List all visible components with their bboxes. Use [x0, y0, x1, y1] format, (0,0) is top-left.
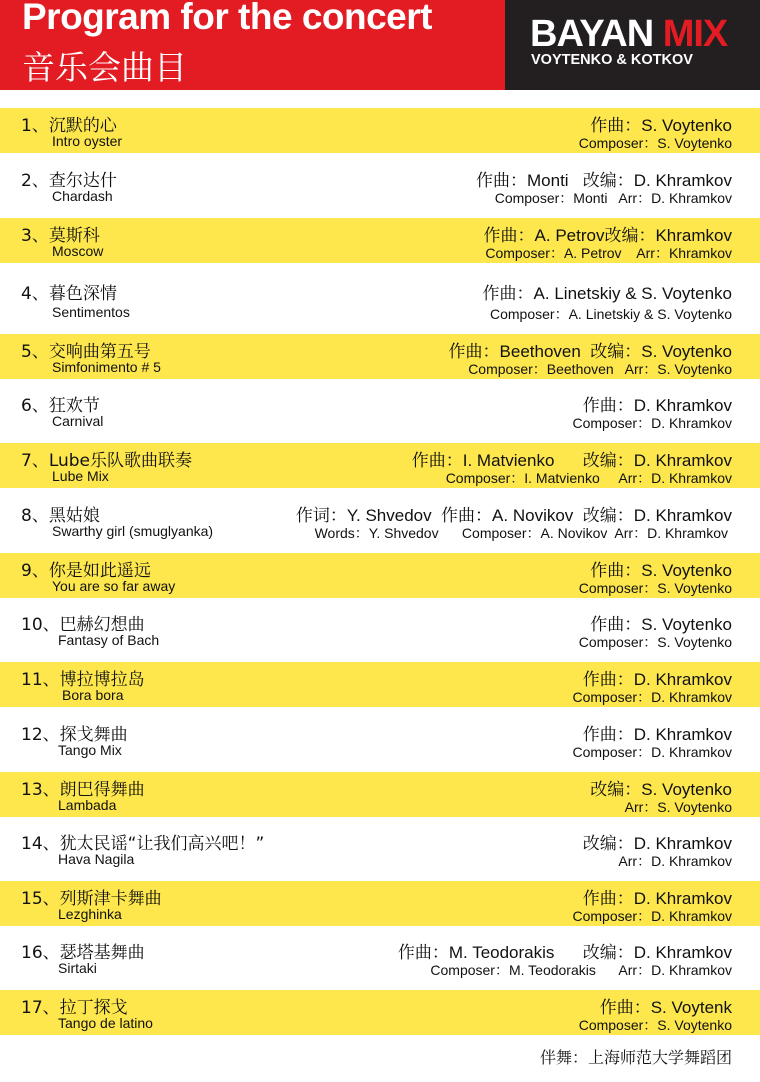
program-item-12: [0, 717, 760, 762]
item-title-en: Lambada: [58, 797, 117, 813]
item-credit-en: Composer：S. Voytenko: [578, 634, 732, 650]
item-title-zh: 3、莫斯科: [21, 226, 100, 246]
header: [0, 0, 760, 90]
item-credit-en: Composer：I. Matvienko Arr：D. Khramkov: [445, 470, 732, 486]
item-credit-zh: 作曲：A. Linetskiy & S. Voytenko: [482, 284, 732, 303]
program-item-6: [0, 388, 760, 433]
item-title-en: Simfonimento # 5: [52, 359, 161, 375]
item-title-en: Lube Mix: [52, 468, 109, 484]
item-credit-en: Composer：A. Linetskiy & S. Voytenko: [490, 306, 732, 322]
item-credit-en: Composer：A. Petrov Arr：Khramkov: [485, 245, 732, 261]
item-title-en: Fantasy of Bach: [58, 632, 160, 648]
program-item-10: [0, 607, 760, 652]
item-title-zh: 9、你是如此遥远: [21, 561, 151, 581]
item-title-zh: 14、犹太民谣“让我们高兴吧！”: [21, 834, 265, 854]
program-item-7: [0, 443, 760, 488]
item-title-zh: 13、朗巴得舞曲: [21, 780, 145, 800]
page-title-chinese: 音乐会曲目: [22, 48, 187, 87]
item-title-en: You are so far away: [52, 578, 176, 594]
item-title-en: Carnival: [52, 413, 104, 429]
program-item-16: [0, 935, 760, 980]
item-title-zh: 4、暮色深情: [21, 284, 117, 304]
item-credit-zh: 改编：S. Voytenko: [590, 780, 732, 799]
item-title-en: Tango Mix: [58, 742, 122, 758]
item-credit-zh: 作曲：S. Voytenko: [590, 116, 732, 135]
footer-credit: 伴舞：上海师范大学舞蹈团: [539, 1048, 732, 1067]
item-title-en: Chardash: [52, 188, 113, 204]
item-credit-zh: 作曲：S. Voytenko: [590, 615, 732, 634]
page-title-english: Program for the concert: [22, 0, 432, 37]
item-title-en: Tango de latino: [58, 1015, 153, 1031]
item-credit-zh: 作曲：D. Khramkov: [582, 889, 732, 908]
item-credit-zh: 作曲：Monti 改编：D. Khramkov: [476, 171, 732, 190]
brand-logo: [530, 14, 727, 54]
item-credit-en: Composer：D. Khramkov: [572, 744, 732, 760]
item-credit-en: Composer：D. Khramkov: [572, 415, 732, 431]
program-item-14: [0, 826, 760, 871]
item-title-zh: 15、列斯津卡舞曲: [21, 889, 162, 909]
program-item-11: [0, 662, 760, 707]
program-item-2: [0, 163, 760, 208]
item-title-en: Lezghinka: [58, 906, 122, 922]
item-credit-zh: 作曲：D. Khramkov: [582, 670, 732, 689]
item-title-zh: 10、巴赫幻想曲: [21, 615, 145, 635]
item-credit-en: Composer：S. Voytenko: [578, 135, 732, 151]
item-credit-en: Words：Y. Shvedov Composer：A. Novikov Arr：D. Khramkov: [314, 525, 728, 541]
item-title-en: Sirtaki: [58, 960, 97, 976]
item-credit-en: Composer：Beethoven Arr：S. Voytenko: [468, 361, 732, 377]
item-title-en: Intro oyster: [52, 133, 123, 149]
item-title-zh: 17、拉丁探戈: [21, 998, 128, 1018]
brand-subtitle: VOYTENKO & KOTKOV: [531, 52, 693, 68]
item-credit-zh: 作曲：M. Teodorakis 改编：D. Khramkov: [397, 943, 732, 962]
item-title-en: Moscow: [52, 243, 104, 259]
program-item-4: [0, 276, 760, 321]
item-title-zh: 5、交响曲第五号: [21, 342, 151, 362]
program-item-8: [0, 498, 760, 543]
item-credit-zh: 作曲：A. Petrov改编：Khramkov: [483, 226, 732, 245]
program-item-15: [0, 881, 760, 926]
item-credit-zh: 作词：Y. Shvedov 作曲：A. Novikov 改编：D. Khramkov: [295, 506, 732, 525]
item-title-zh: 16、瑟塔基舞曲: [21, 943, 145, 963]
item-credit-zh: 作曲：D. Khramkov: [582, 396, 732, 415]
item-title-en: Hava Nagila: [58, 851, 135, 867]
brand-mix: MIX: [662, 13, 728, 55]
item-credit-en: Composer：D. Khramkov: [572, 908, 732, 924]
item-credit-en: Composer：Monti Arr：D. Khramkov: [494, 190, 732, 206]
item-credit-en: Composer：D. Khramkov: [572, 689, 732, 705]
program-item-1: [0, 108, 760, 153]
item-title-zh: 8、黑姑娘: [21, 506, 100, 526]
program-item-9: [0, 553, 760, 598]
item-title-zh: 7、Lube乐队歌曲联奏: [21, 451, 193, 471]
item-title-zh: 11、博拉博拉岛: [21, 670, 145, 690]
item-title-en: Sentimentos: [52, 304, 130, 320]
item-credit-en: Composer：M. Teodorakis Arr：D. Khramkov: [430, 962, 732, 978]
item-credit-en: Composer：S. Voytenko: [578, 580, 732, 596]
item-credit-zh: 作曲：Beethoven 改编：S. Voytenko: [448, 342, 732, 361]
program-item-17: [0, 990, 760, 1035]
item-title-zh: 12、探戈舞曲: [21, 725, 128, 745]
item-title-en: Swarthy girl (smuglyanka): [52, 523, 214, 539]
program-item-3: [0, 218, 760, 263]
item-credit-zh: 作曲：S. Voytenk: [599, 998, 732, 1017]
program-item-13: [0, 772, 760, 817]
item-title-zh: 2、查尔达什: [21, 171, 117, 191]
item-credit-zh: 作曲：S. Voytenko: [590, 561, 732, 580]
item-credit-zh: 作曲：D. Khramkov: [582, 725, 732, 744]
item-credit-zh: 改编：D. Khramkov: [582, 834, 732, 853]
item-title-zh: 1、沉默的心: [21, 116, 117, 136]
item-title-zh: 6、狂欢节: [21, 396, 100, 416]
item-credit-en: Arr：D. Khramkov: [618, 853, 732, 869]
program-item-5: [0, 334, 760, 379]
item-title-en: Bora bora: [62, 687, 124, 703]
item-credit-zh: 作曲：I. Matvienko 改编：D. Khramkov: [411, 451, 732, 470]
item-credit-en: Composer：S. Voytenko: [578, 1017, 732, 1033]
item-credit-en: Arr：S. Voytenko: [624, 799, 732, 815]
brand-name: BAYAN: [530, 13, 663, 55]
